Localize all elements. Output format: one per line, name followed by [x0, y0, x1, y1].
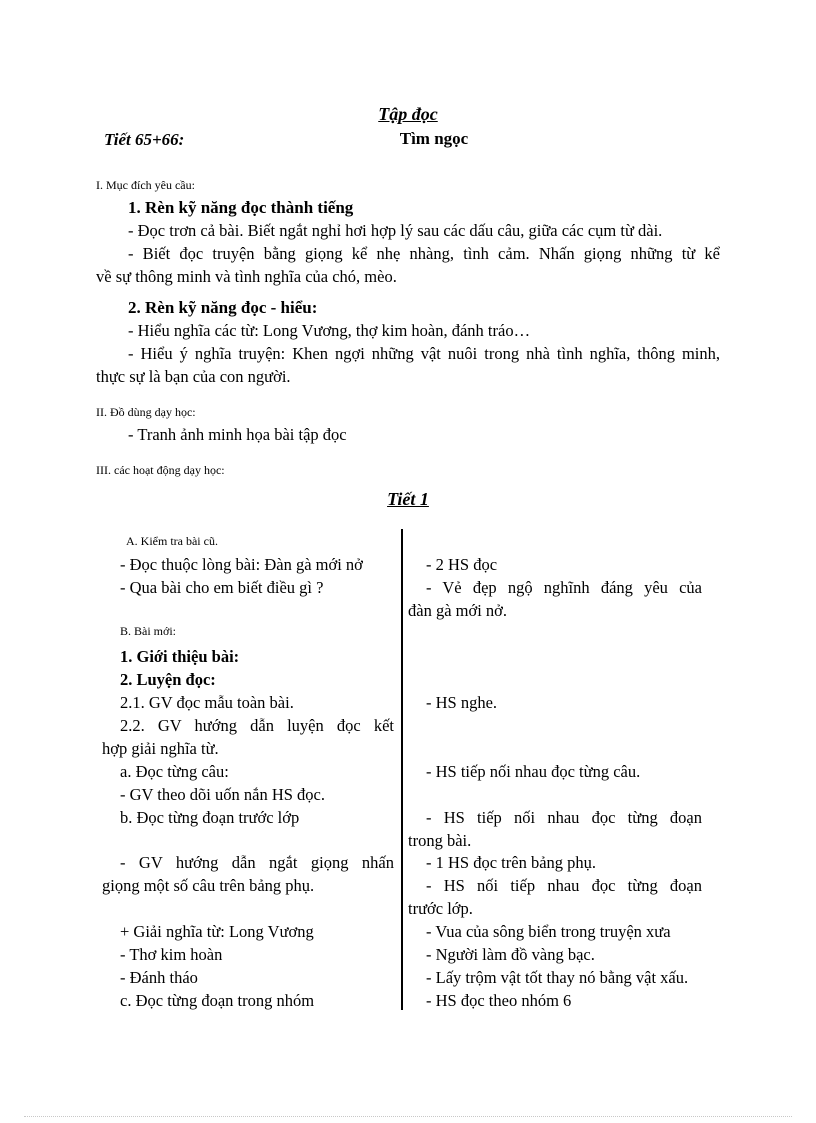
section-2-line1: - Tranh ảnh minh họa bài tập đọc [128, 425, 347, 444]
right-line-3: - HS nghe. [426, 693, 498, 712]
left-line-10: - Thơ kim hoàn [120, 945, 223, 964]
column-divider [401, 529, 403, 1010]
right-line-2b: đàn gà mới nở. [408, 601, 508, 620]
right-line-8: - Vua của sông biển trong truyện xưa [426, 922, 671, 941]
b-heading: B. Bài mới: [120, 624, 177, 638]
right-line-5b: trong bài. [408, 831, 472, 850]
subject-title: Tập đọc [378, 104, 438, 124]
left-line-9: + Giải nghĩa từ: Long Vương [120, 922, 314, 941]
left-line-2: - Qua bài cho em biết điều gì ? [120, 578, 324, 597]
right-line-11: - HS đọc theo nhóm 6 [426, 991, 572, 1010]
left-line-5: a. Đọc từng câu: [120, 762, 229, 781]
right-line-10: - Lấy trộm vật tốt thay nó bằng vật xấu. [426, 968, 689, 987]
right-line-7b: trước lớp. [408, 899, 473, 918]
left-line-11: - Đánh tháo [120, 968, 198, 987]
right-line-6: - 1 HS đọc trên bảng phụ. [426, 853, 597, 872]
sub2-line1: - Hiểu nghĩa các từ: Long Vương, thợ kim hoàn, đánh tráo… [128, 321, 531, 340]
b-item-2: 2. Luyện đọc: [120, 670, 216, 689]
sub2-line2a: - Hiểu ý nghĩa truyện: Khen ngợi những vật nuôi trong nhà tình nghĩa, thông minh, [128, 344, 720, 363]
left-line-4b: hợp giải nghĩa từ. [102, 739, 219, 758]
sub1-line1: - Đọc trơn cả bài. Biết ngắt nghỉ hơi hợp lý sau các dấu câu, giữa các cụm từ dài. [128, 221, 663, 240]
right-line-9: - Người làm đồ vàng bạc. [426, 945, 595, 964]
a-heading: A. Kiểm tra bài cũ. [126, 534, 218, 548]
page-bottom-rule [24, 1116, 792, 1117]
left-line-12: c. Đọc từng đoạn trong nhóm [120, 991, 315, 1010]
left-line-8b: giọng một số câu trên bảng phụ. [102, 876, 315, 895]
right-line-5a: - HS tiếp nối nhau đọc từng đoạn [426, 808, 702, 827]
left-line-6: - GV theo dõi uốn nắn HS đọc. [120, 785, 326, 804]
right-line-4: - HS tiếp nối nhau đọc từng câu. [426, 762, 641, 781]
section-1-heading: I. Mục đích yêu cầu: [96, 178, 195, 192]
sub1-heading: 1. Rèn kỹ năng đọc thành tiếng [128, 198, 354, 217]
section-2-heading: II. Đồ dùng dạy học: [96, 405, 196, 419]
left-line-3: 2.1. GV đọc mẫu toàn bài. [120, 693, 294, 712]
left-line-8a: - GV hướng dẫn ngắt giọng nhấn [120, 853, 394, 872]
period-title: Tiết 1 [387, 489, 429, 509]
left-line-1: - Đọc thuộc lòng bài: Đàn gà mới nở [120, 555, 363, 574]
b-item-1: 1. Giới thiệu bài: [120, 647, 240, 666]
sub2-line2b: thực sự là bạn của con người. [96, 367, 291, 386]
section-3-heading: III. các hoạt động dạy học: [96, 463, 225, 477]
right-line-1: - 2 HS đọc [426, 555, 498, 574]
lesson-number: Tiết 65+66: [104, 130, 185, 149]
lesson-title: Tìm ngọc [399, 129, 469, 148]
left-line-7: b. Đọc từng đoạn trước lớp [120, 808, 300, 827]
sub1-line2a: - Biết đọc truyện bằng giọng kể nhẹ nhàng, tình cảm. Nhấn giọng những từ kể [128, 244, 720, 263]
sub1-line2b: về sự thông minh và tình nghĩa của chó, mèo. [96, 267, 397, 286]
right-line-7a: - HS nối tiếp nhau đọc từng đoạn [426, 876, 702, 895]
sub2-heading: 2. Rèn kỹ năng đọc - hiểu: [128, 298, 318, 317]
right-line-2a: - Vẻ đẹp ngộ nghĩnh đáng yêu của [426, 578, 702, 597]
left-line-4a: 2.2. GV hướng dẫn luyện đọc kết [120, 716, 394, 735]
